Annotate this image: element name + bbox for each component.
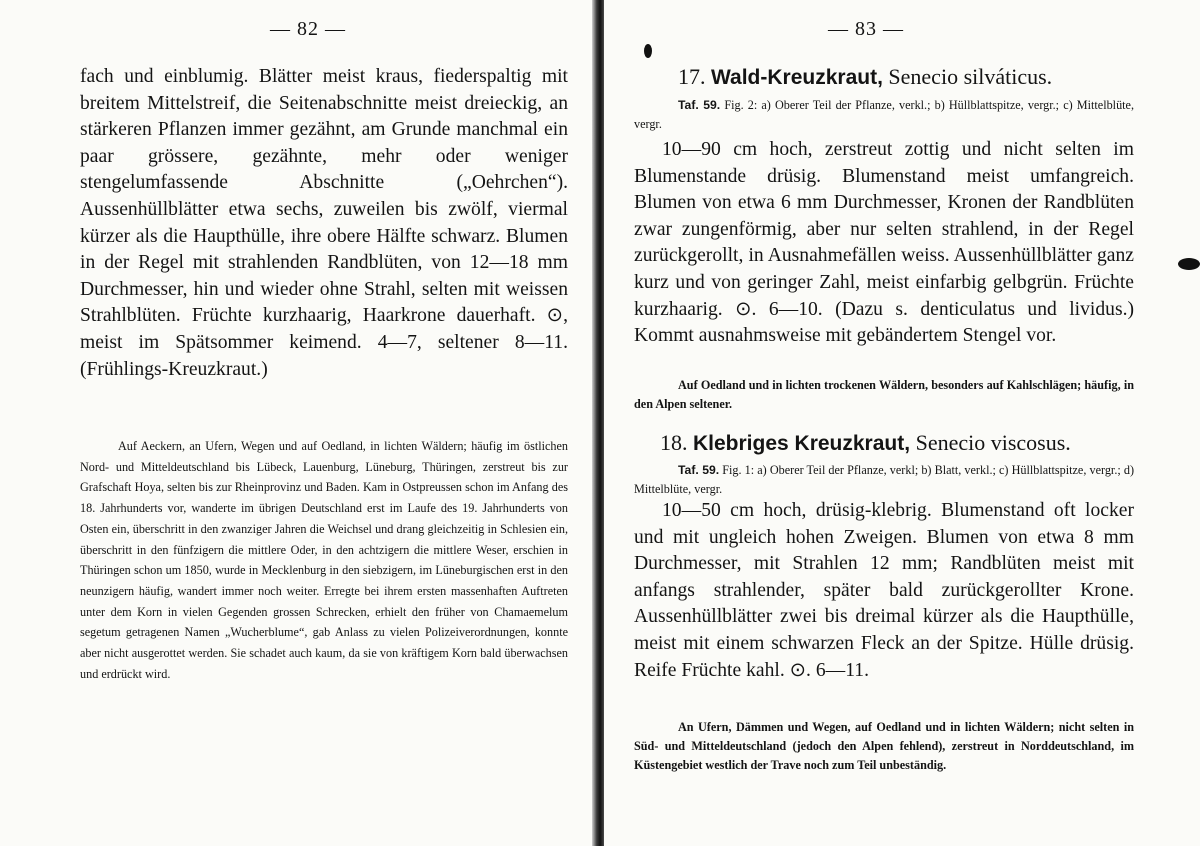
species-latin-name: Senecio silváticus. (888, 64, 1053, 89)
species-note-18: An Ufern, Dämmen und Wegen, auf Oedland und in lichten Wäldern; nicht selten in Süd- und Mitteldeutschland (jedoch den Alpen fehlend), zerstreut in Norddeutschland, im Küstengebiet westlich der Trave noch zum Teil unbeständig. (634, 720, 1134, 772)
species-latin-name: Senecio viscosus. (915, 430, 1071, 455)
ink-speck (644, 44, 652, 58)
page-number-left: — 82 — (270, 18, 346, 40)
species-note-17: Auf Oedland und in lichten trockenen Wäldern, besonders auf Kahlschlägen; häufig, in den Alpen seltener. (634, 378, 1134, 411)
plate-label: Taf. 59. (678, 463, 720, 477)
left-body-text: fach und einblumig. Blätter meist kraus, fiederspaltig mit breitem Mittelstreif, die Seitenabschnitte meist dreieckig, an stärkeren Pflanzen immer gezähnt, am Grunde manchmal ein paar grössere, gezähnte, mehr oder weniger stengelumfassende Abschnitte („Oehrchen“). Aussenhüllblätter etwa sechs, zuweilen bis zwölf, viermal kürzer als die Haupthülle, ihre obere Hälfte schwarz. Blumen in der Regel mit strahlenden Randblüten, von 12—18 mm Durchmesser, hin und wieder ohne Strahl, selten mit weissen Strahlblüten. Früchte kurzhaarig, Haarkrone dauerhaft. ⊙, meist im Spätsommer keimend. 4—7, seltener 8—11. (Frühlings-Kreuzkraut.) (80, 66, 568, 380)
species-body-18: 10—50 cm hoch, drüsig-klebrig. Blumenstand oft locker und mit ungleich hohen Zweigen. Blumen von etwa 8 mm Durchmesser, mit Strahlen 12 mm; Randblüten meist mit anfangs strahlender, später bald zurückgerollter Krone. Aussenhüllblätter zwei bis dreimal kürzer als die Haupthülle, meist mit einem schwarzen Fleck an der Spitze. Hülle drüsig. Reife Früchte kahl. ⊙. 6—11. (634, 500, 1134, 681)
plate-label: Taf. 59. (678, 98, 721, 112)
species-common-name: Wald-Kreuzkraut, (711, 66, 883, 89)
page-number-right: — 83 — (828, 18, 904, 40)
plate-text: Fig. 1: a) Oberer Teil der Pflanze, verkl; b) Blatt, verkl.; c) Hüllblattspitze, vergr.; d) Mittelblüte, vergr. (634, 463, 1135, 496)
species-common-name: Klebriges Kreuzkraut, (693, 432, 911, 455)
species-heading-18 (660, 430, 1071, 456)
ink-speck (1178, 258, 1200, 270)
right-page (604, 0, 1200, 846)
species-heading-17 (678, 64, 1052, 90)
species-body-17: 10—90 cm hoch, zerstreut zottig und nicht selten im Blumenstande drüsig. Blumenstand meist umfangreich. Blumen von etwa 6 mm Durchmesser, Kronen der Randblüten zwar zungenförmig, aber nur selten strahlend, in der Regel zurückgerollt, in Ausnahmefällen weiss. Aussenhüllblätter ganz kurz und von geringer Zahl, meist einfarbig gelbgrün. Früchte kurzhaarig. ⊙. 6—10. (Dazu s. denticulatus und lividus.) Kommt ausnahmsweise mit gebändertem Stengel vor. (634, 139, 1134, 347)
species-number: 17. (678, 64, 706, 89)
species-number: 18. (660, 430, 688, 455)
left-distribution-note: Auf Aeckern, an Ufern, Wegen und auf Oedland, in lichten Wäldern; häufig im östlichen Nord- und Mitteldeutschland bis Lübeck, Lauenburg, Lüneburg, Thüringen, zerstreut bis zur Grafschaft Hoya, selten bis zur Rheinprovinz und Baden. Kam in Ostpreussen schon im Anfang des 18. Jahrhunderts vor, wanderte im übrigen Deutschland erst im Laufe des 19. Jahrhunderts von Osten ein, überschritt in den zwanziger Jahren die Weichsel und drang gleichzeitig in Schlesien ein, überschritt in den fünfzigern die mittlere Oder, in den achtzigern die mittlere Weser, erschien in Thüringen schon um 1850, wurde in Mecklenburg in den siebzigern, im Lüneburgischen erst in den neunzigern häufig, wandert immer noch weiter. Erregte bei ihrem ersten massenhaften Auftreten unter dem Korn in vielen Gegenden grossen Schrecken, erhielt den früher von Chamaemelum segetum getragenen Namen „Wucherblume“, gab Anlass zu vielen Polizeiverordnungen, konnte aber nicht ausgerottet werden. Sie schadet auch kaum, da sie von kräftigem Korn bald überwachsen und erdrückt wird. (80, 439, 568, 681)
plate-reference-17 (634, 96, 1134, 134)
plate-text: Fig. 2: a) Oberer Teil der Pflanze, verkl.; b) Hüllblattspitze, vergr.; c) Mittelblüte, vergr. (634, 98, 1135, 131)
left-page (0, 0, 596, 846)
plate-reference-18 (634, 461, 1134, 499)
